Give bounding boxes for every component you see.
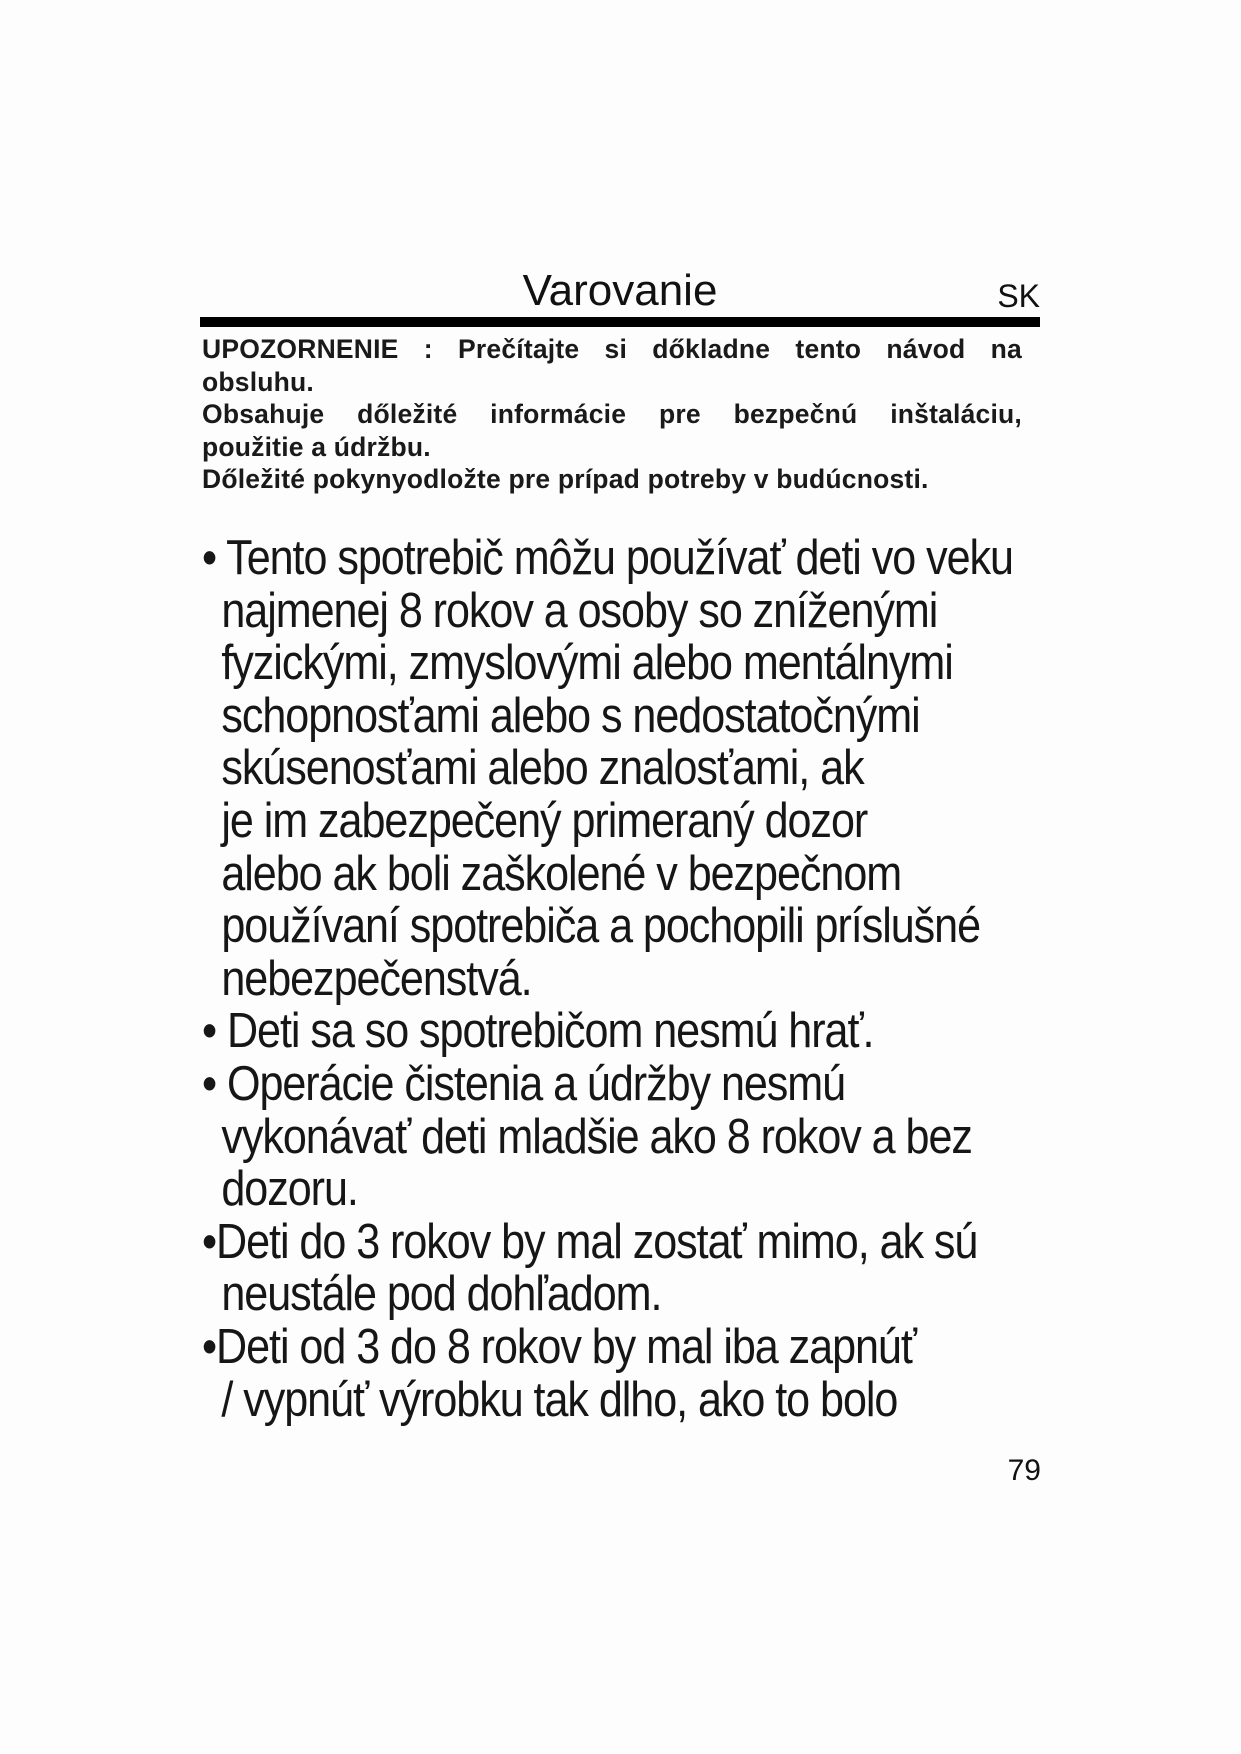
warning-line: použitie a údržbu. <box>202 431 431 462</box>
warning-line: Dőležité pokynyodložte pre prípad potreby v budúcnosti. <box>202 464 929 494</box>
page-number: 79 <box>1007 1454 1041 1487</box>
warning-notice <box>202 333 1022 496</box>
instruction-line: •Deti do 3 rokov by mal zostať mimo, ak sú <box>202 1214 978 1269</box>
instruction-line: skúsenosťami alebo znalosťami, ak <box>221 741 864 796</box>
safety-instructions <box>202 532 1012 1426</box>
warning-line: UPOZORNENIE : Prečítajte si dőkladne tento návod na <box>202 334 1022 364</box>
warning-line: Obsahuje dőležité informácie pre bezpečnú inštaláciu, <box>202 399 1022 429</box>
instruction-line: schopnosťami alebo s nedostatočnými <box>221 688 920 743</box>
instruction-line: vykonávať deti mladšie ako 8 rokov a bez <box>221 1109 972 1164</box>
instruction-line: najmenej 8 rokov a osoby so zníženými <box>221 583 938 638</box>
instruction-line: je im zabezpečený primeraný dozor <box>221 793 868 848</box>
instruction-line: nebezpečenstvá. <box>221 951 532 1006</box>
instruction-line: • Operácie čistenia a údržby nesmú <box>202 1056 846 1111</box>
header-divider <box>200 317 1040 327</box>
instruction-line: neustále pod dohľadom. <box>221 1267 662 1322</box>
instruction-line: používaní spotrebiča a pochopili príslušné <box>221 899 981 954</box>
instruction-line: alebo ak boli zaškolené v bezpečnom <box>221 846 902 901</box>
page-header <box>200 256 1040 316</box>
instruction-line: / vypnúť výrobku tak dlho, ako to bolo <box>221 1372 898 1427</box>
instruction-line: •Deti od 3 do 8 rokov by mal iba zapnúť <box>202 1319 916 1374</box>
instruction-line: • Deti sa so spotrebičom nesmú hrať. <box>202 1004 874 1059</box>
instruction-line: • Tento spotrebič môžu používať deti vo veku <box>202 531 1013 585</box>
page-title: Varovanie <box>522 266 718 315</box>
warning-line: obsluhu. <box>202 366 314 397</box>
language-code: SK <box>997 278 1040 314</box>
instruction-line: dozoru. <box>221 1162 358 1217</box>
instruction-line: fyzickými, zmyslovými alebo mentálnymi <box>221 636 953 691</box>
